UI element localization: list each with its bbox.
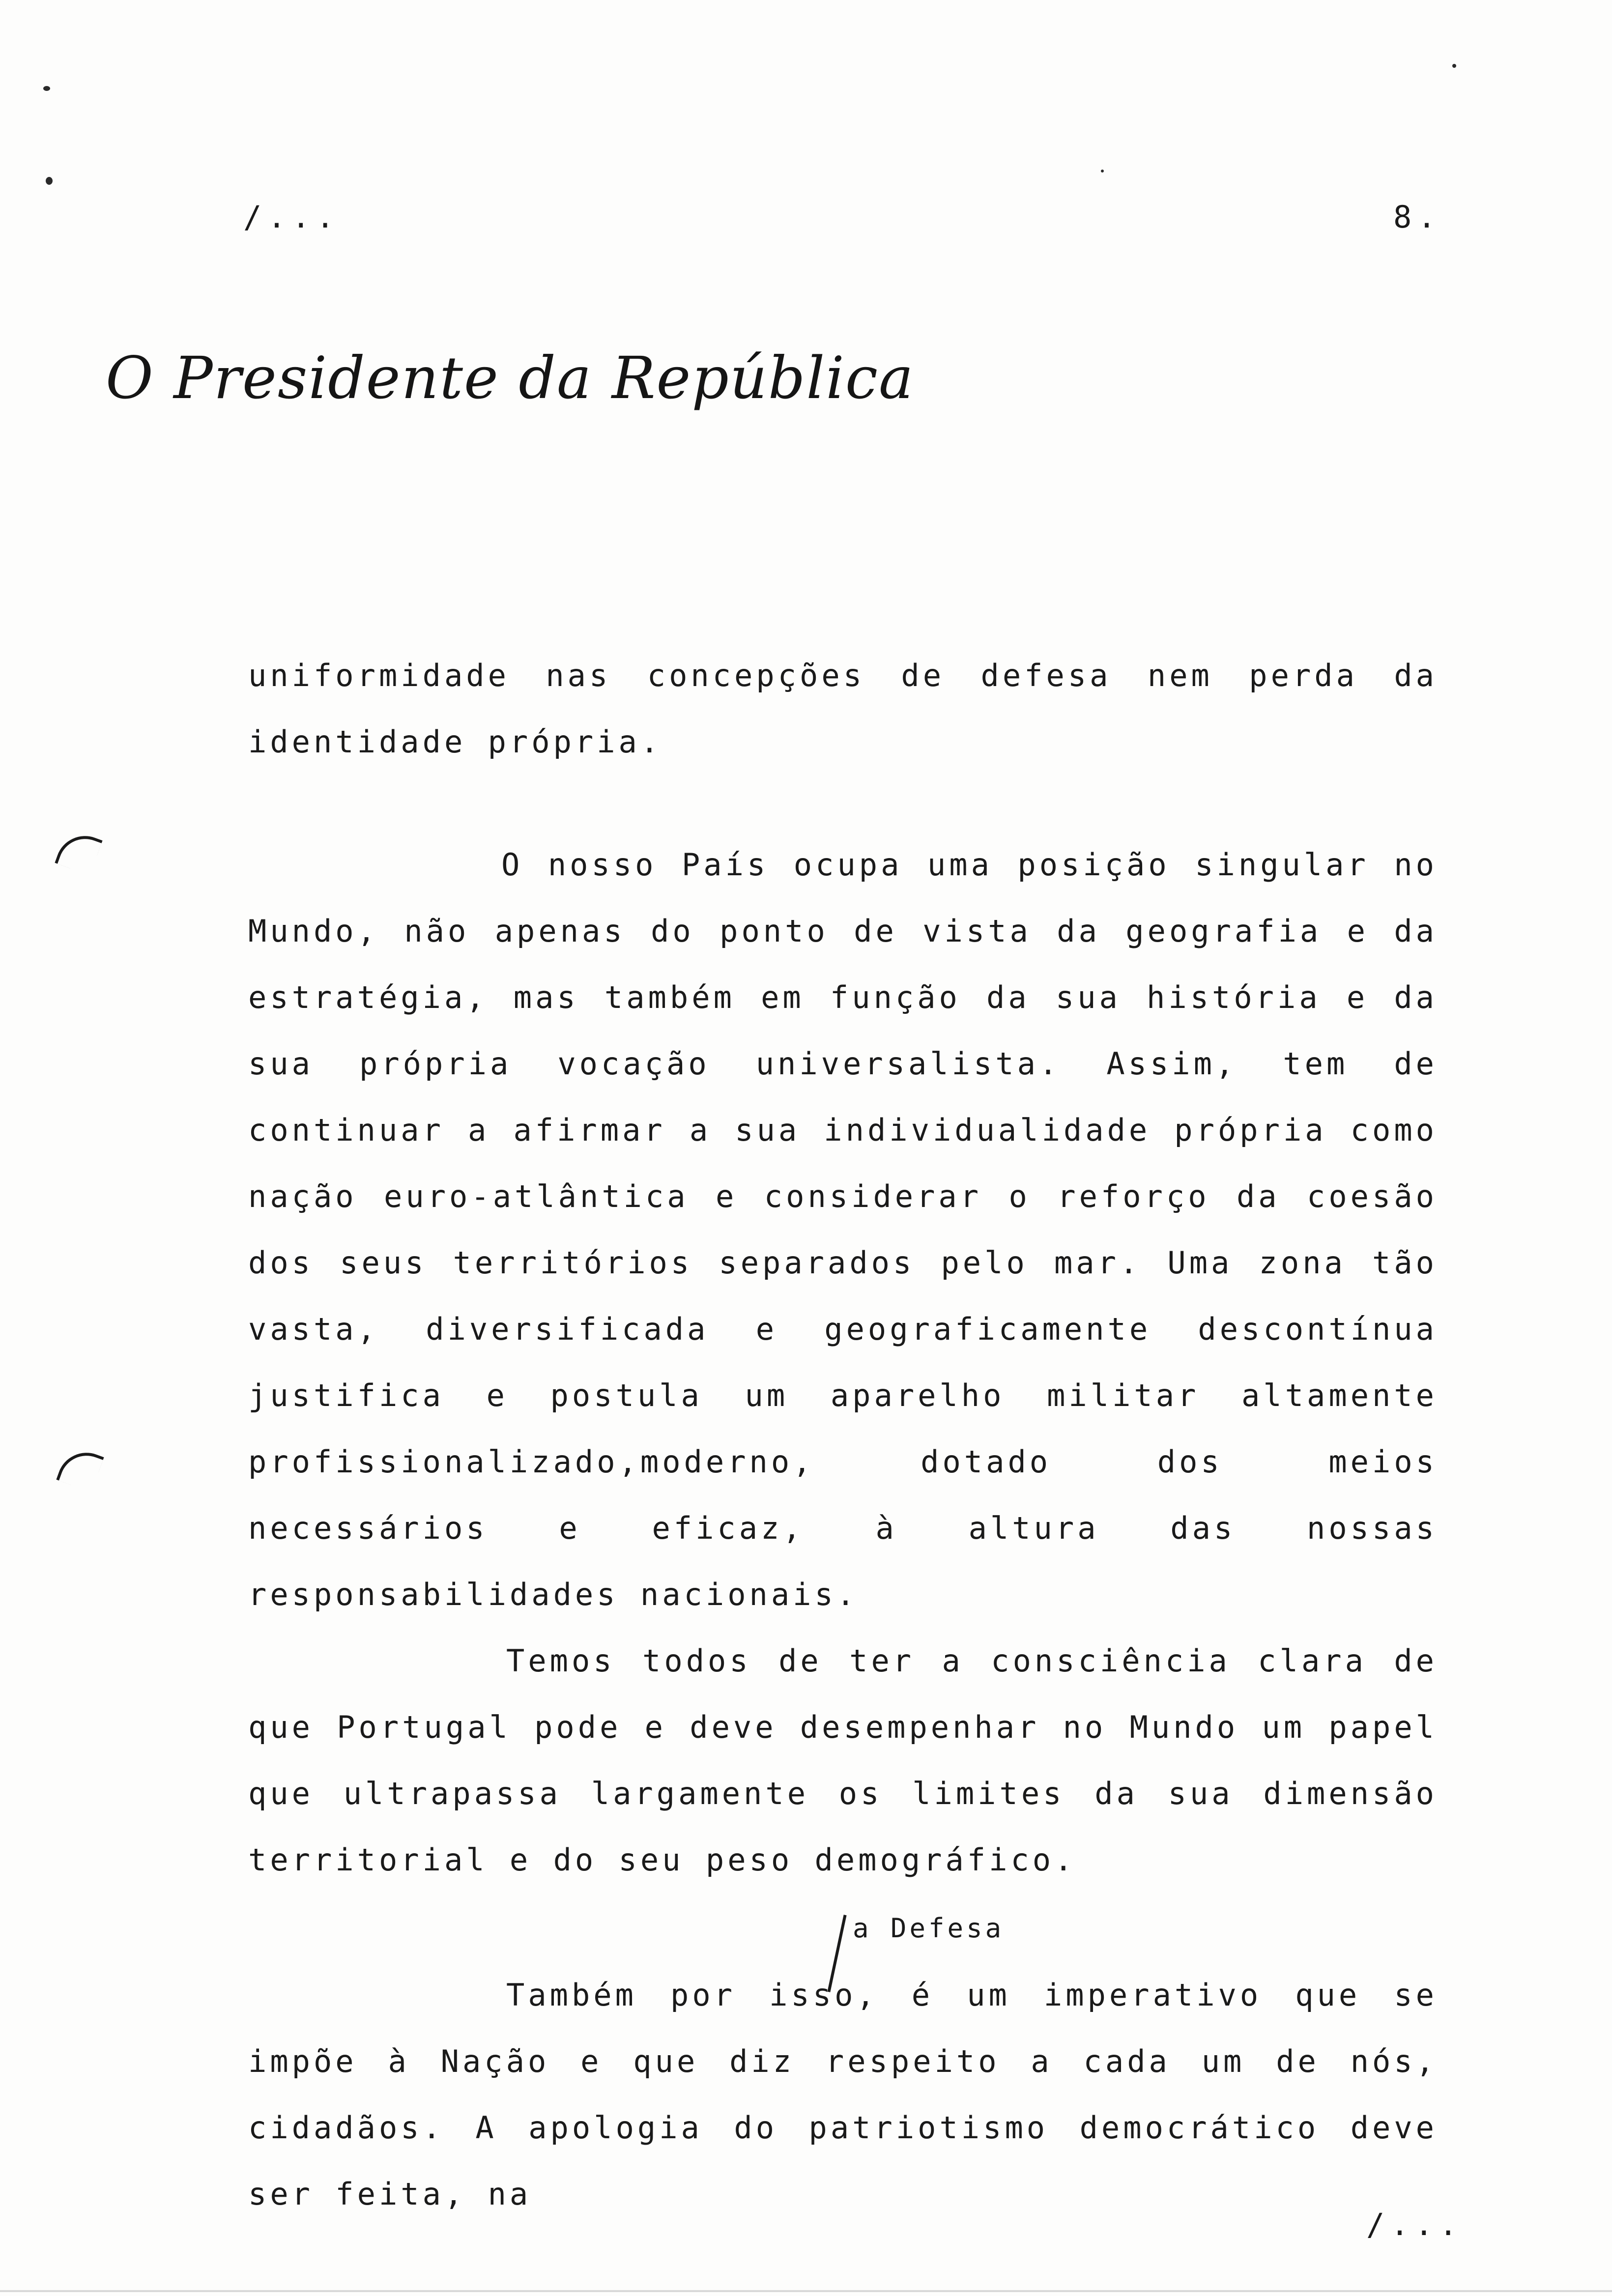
header-continuation-mark: /... <box>243 199 341 235</box>
scan-speck <box>1101 170 1104 172</box>
letterhead-title: O Presidente da República <box>106 344 915 412</box>
page-number: 8. <box>1393 199 1442 235</box>
scan-speck <box>43 86 50 91</box>
paragraph-3: Temos todos de ter a consciência clara de que Portugal pode e deve desempenhar no Mundo um papel que ultrapassa largamente os limites da sua dimensão territorial e do seu peso demográfico. <box>248 1643 1438 1878</box>
margin-bracket-mark <box>55 828 102 875</box>
scan-edge-line <box>0 2290 1612 2292</box>
footer-continuation-mark: /... <box>1366 2207 1464 2242</box>
paragraph-2: O nosso País ocupa uma posição singular no Mundo, não apenas do ponto de vista da geografia e da estratégia, mas também em função da sua história e da sua própria vocação universalista. Assim, tem de continuar a afirmar a sua individualidade própria como nação euro-atlântica e considerar o reforço da coesão dos seus territórios separados pelo mar. Uma zona tão vasta, diversificada e geograficamente descontínua justifica e postula um aparelho militar altamente profissionalizado,moderno, dotado dos meios necessários e eficaz, à altura das nossas responsabilidades nacionais. <box>248 847 1438 1612</box>
scan-speck <box>46 177 53 185</box>
margin-bracket-mark <box>56 1444 104 1492</box>
scan-speck <box>1452 64 1456 68</box>
paragraph-4: Também por isso, é um imperativo que se impõe à Nação e que diz respeito a cada um de nós, cidadãos. A apologia do patriotismo democrático deve ser feita, na <box>248 1977 1438 2212</box>
paragraph-1: uniformidade nas concepções de defesa nem perda da identidade própria. <box>248 658 1438 760</box>
handwritten-insertion: a Defesa <box>853 1913 1005 1944</box>
